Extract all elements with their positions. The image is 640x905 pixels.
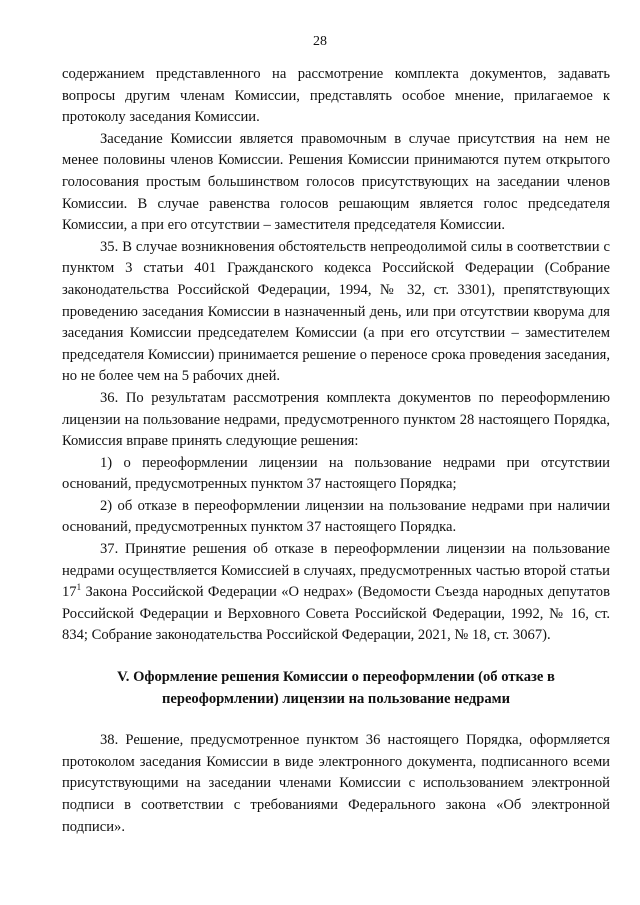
- list-item-2: 2) об отказе в переоформлении лицензии на пользование недрами при наличии оснований, предусмотренных пунктом 37 настоящего Порядка.: [62, 497, 610, 536]
- paragraph-37: [62, 539, 610, 647]
- section-heading-line-1: V. Оформление решения Комиссии о переоформлении (об отказе в: [117, 669, 555, 686]
- paragraph-37-text-b: Закона Российской Федерации «О недрах» (Ведомости Съезда народных депутатов Российской Федерации и Верховного Совета Российской Федерации, 1992, № 16, ст. 834; Собрание законодательства Российской Федерации, 2021, № 18, ст. 3067).: [62, 584, 610, 644]
- paragraph-36: 36. По результатам рассмотрения комплекта документов по переоформлению лицензии на пользование недрами, предусмотренного пунктом 28 настоящего Порядка, Комиссия вправе принять следующие решения:: [62, 389, 610, 450]
- page-number: 28: [313, 34, 327, 49]
- paragraph-quorum: Заседание Комиссии является правомочным в случае присутствия на нем не менее половины членов Комиссии. Решения Комиссии принимаются путем открытого голосования простым большинством голосов присутствующих на заседании членов Комиссии. В случае равенства голосов решающим является голос председателя Комиссии, а при его отсутствии – заместителя председателя Комиссии.: [62, 130, 610, 234]
- article-superscript: 1: [76, 582, 82, 593]
- section-heading-line-2: переоформлении) лицензии на пользование недрами: [161, 690, 511, 707]
- section-heading: [62, 667, 610, 710]
- paragraph-38: 38. Решение, предусмотренное пунктом 36 настоящего Порядка, оформляется протоколом заседания Комиссии в виде электронного документа, подписанного всеми присутствующими на заседании членами Комиссии с использованием электронной подписи в соответствии с требованиями Федерального закона «Об электронной подписи».: [62, 732, 610, 835]
- paragraph-37-text-a: 37. Принятие решения об отказе в переоформлении лицензии на пользование недрами осуществляется Комиссией в случаях, предусмотренных частью второй статьи 17: [62, 541, 610, 601]
- document-body: [62, 64, 610, 838]
- paragraph-continuation: содержанием представленного на рассмотрение комплекта документов, задавать вопросы другим членам Комиссии, представлять особое мнение, прилагаемое к протоколу заседания Комиссии.: [62, 66, 610, 126]
- list-item-1: 1) о переоформлении лицензии на пользование недрами при отсутствии оснований, предусмотренных пунктом 37 настоящего Порядка;: [62, 454, 610, 493]
- paragraph-35: 35. В случае возникновения обстоятельств непреодолимой силы в соответствии с пунктом 3 статьи 401 Гражданского кодекса Российской Федерации (Собрание законодательства Российской Федерации, 1994, № 32, ст. 3301), препятствующих проведению заседания Комиссии в назначенный день, или при отсутствии кворума для заседания Комиссии председателем Комиссии (а при его отсутствии – заместителем председателя Комиссии) принимается решение о переносе срока проведения заседания, но не более чем на 5 рабочих дней.: [62, 238, 610, 385]
